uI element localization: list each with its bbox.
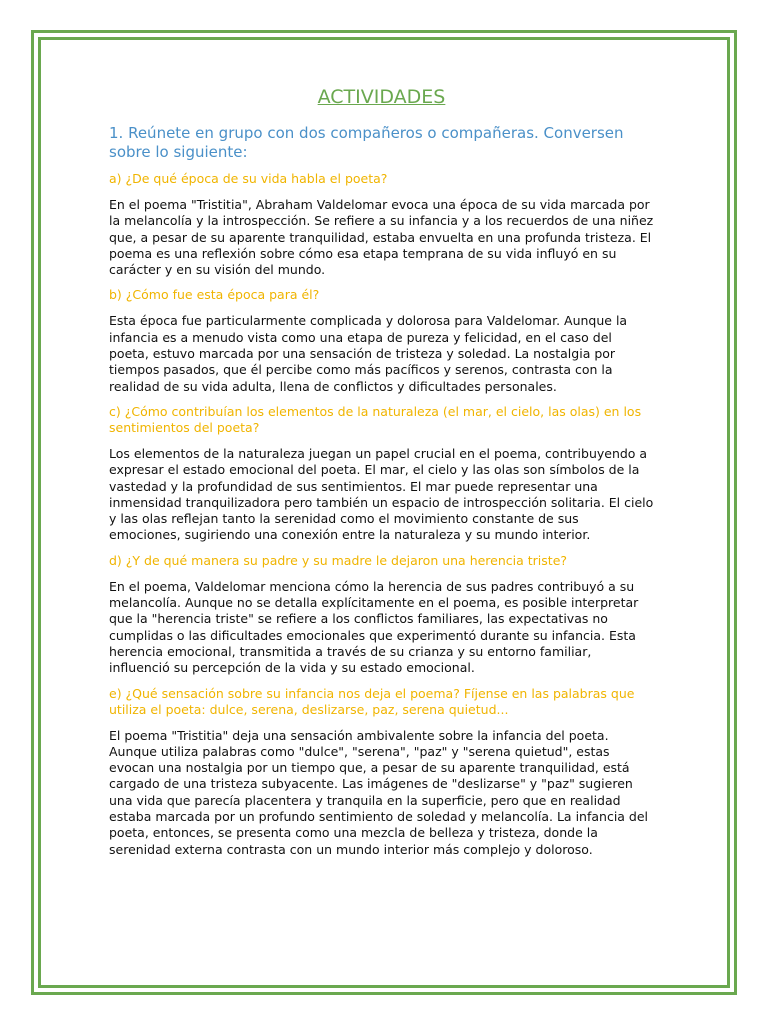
- page-title: ACTIVIDADES: [317, 86, 446, 108]
- question-b: b) ¿Cómo fue esta época para él?: [109, 287, 320, 303]
- document-content: [109, 84, 654, 867]
- question-e: e) ¿Qué sensación sobre su infancia nos deja el poema? Fíjense en las palabras que utiliza el poeta: dulce, serena, deslizarse, paz, serena quietud...: [109, 685, 635, 717]
- answer-d: En el poema, Valdelomar menciona cómo la herencia de sus padres contribuyó a su melancolía. Aunque no se detalla explícitamente en el poema, es posible interpretar que la "herencia triste" se refiere a los conflictos familiares, las expectativas no cumplidas o las dificultades emocionales que experimentó durante su infancia. Esta herencia emocional, transmitida a través de su crianza y su entorno familiar, influenció su percepción de la vida y su estado emocional.: [109, 578, 639, 676]
- answer-b: Esta época fue particularmente complicada y dolorosa para Valdelomar. Aunque la infancia es a menudo vista como una etapa de pureza y felicidad, en el caso del poeta, estuvo marcada por una sensación de tristeza y soledad. La nostalgia por tiempos pasados, que él percibe como más pacíficos y serenos, contrasta con la realidad de su vida adulta, llena de conflictos y dificultades personales.: [109, 313, 628, 394]
- answer-a: En el poema "Tristitia", Abraham Valdelomar evoca una época de su vida marcada por la melancolía y la introspección. Se refiere a su infancia y a los recuerdos de una niñez que, a pesar de su aparente tranquilidad, estaba envuelta en una profunda tristeza. El poema es una reflexión sobre cómo esa etapa temprana de su vida influyó en su carácter y en su visión del mundo.: [109, 197, 654, 278]
- activity-instruction: 1. Reúnete en grupo con dos compañeros o compañeras. Conversen sobre lo siguiente:: [109, 124, 624, 161]
- answer-c: Los elementos de la naturaleza juegan un papel crucial en el poema, contribuyendo a expresar el estado emocional del poeta. El mar, el cielo y las olas son símbolos de la vastedad y la profundidad de sus sentimientos. El mar puede representar una inmensidad tranquilizadora pero también un espacio de introspección solitaria. El cielo y las olas reflejan tanto la serenidad como el movimiento constante de sus emociones, sugiriendo una conexión entre la naturaleza y su mundo interior.: [109, 445, 654, 543]
- question-a: a) ¿De qué época de su vida habla el poeta?: [109, 171, 388, 186]
- answer-e: El poema "Tristitia" deja una sensación ambivalente sobre la infancia del poeta. Aunque utiliza palabras como "dulce", "serena", "paz" y "serena quietud", estas evocan una nostalgia por un tiempo que, a pesar de su aparente tranquilidad, está cargado de una tristeza subyacente. Las imágenes de "deslizarse" y "paz" sugieren una vida que parecía placentera y tranquila en la superficie, pero que en realidad estaba marcada por un profundo sentimiento de soledad y melancolía. La infancia del poeta, entonces, se presenta como una mezcla de belleza y tristeza, donde la serenidad externa contrasta con un mundo interior más complejo y doloroso.: [109, 727, 649, 857]
- question-d: d) ¿Y de qué manera su padre y su madre le dejaron una herencia triste?: [109, 552, 568, 568]
- question-c: c) ¿Cómo contribuían los elementos de la naturaleza (el mar, el cielo, las olas) en los sentimientos del poeta?: [109, 403, 642, 435]
